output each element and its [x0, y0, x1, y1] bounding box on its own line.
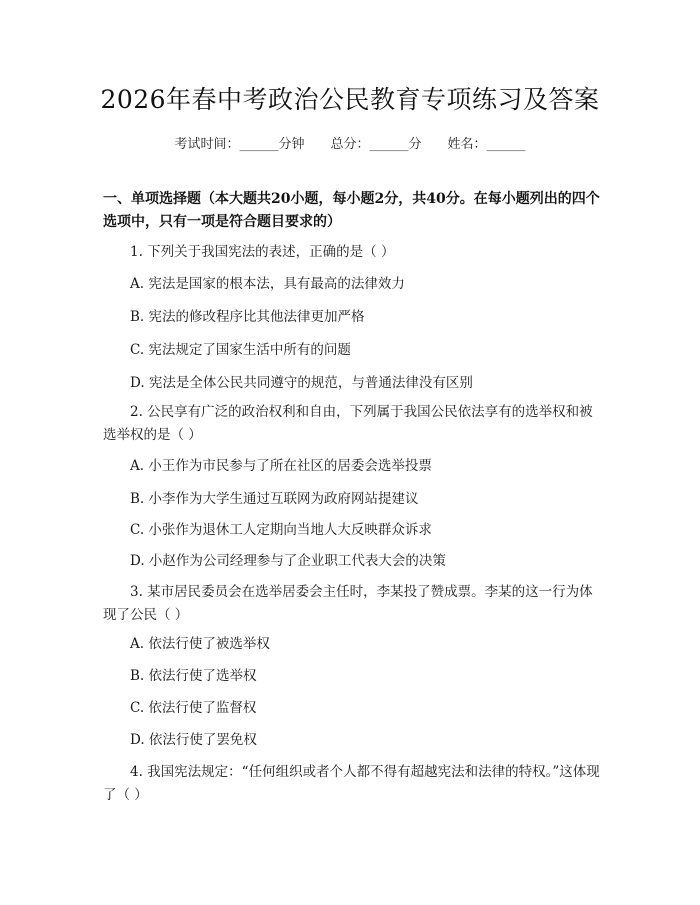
question-1-option-b: B. 宪法的修改程序比其他法律更加严格 [130, 309, 365, 325]
question-4-stem: 4. 我国宪法规定：“任何组织或者个人都不得有超越宪法和法律的特权。”这体现了（ ） [103, 764, 600, 803]
question-2-option-c: C. 小张作为退休工人定期向当地人大反映群众诉求 [130, 522, 432, 538]
question-2-option-b: B. 小李作为大学生通过互联网为政府网站提建议 [130, 491, 419, 507]
question-3-option-b: B. 依法行使了选举权 [130, 668, 257, 684]
question-1-option-a: A. 宪法是国家的根本法，具有最高的法律效力 [130, 276, 405, 292]
question-3-option-a: A. 依法行使了被选举权 [130, 636, 270, 652]
question-2-option-d: D. 小赵作为公司经理参与了企业职工代表大会的决策 [130, 553, 446, 569]
question-1-option-d: D. 宪法是全体公民共同遵守的规范，与普通法律没有区别 [130, 375, 473, 391]
question-2-option-a: A. 小王作为市民参与了所在社区的居委会选举投票 [130, 458, 432, 474]
exam-meta [0, 133, 700, 152]
name-field: 姓名：______ [447, 137, 526, 152]
question-3-option-d: D. 依法行使了罢免权 [130, 732, 257, 748]
section-heading: 一、单项选择题（本大题共20小题，每小题2分，共40分。在每小题列出的四个选项中，只有一项是符合题目要求的） [103, 191, 600, 230]
question-3-stem: 3. 某市居民委员会在选举居委会主任时，李某投了赞成票。李某的这一行为体现了公民（ ） [103, 584, 593, 623]
total-score-field: 总分：______分 [330, 137, 422, 152]
question-1-option-c: C. 宪法规定了国家生活中所有的问题 [130, 342, 351, 358]
exam-time-field: 考试时间：______分钟 [174, 137, 305, 152]
question-2-stem: 2. 公民享有广泛的政治权利和自由，下列属于我国公民依法享有的选举权和被选举权的是（ ） [103, 404, 593, 443]
page-title: 2026年春中考政治公民教育专项练习及答案 [100, 85, 600, 114]
question-3-option-c: C. 依法行使了监督权 [130, 700, 257, 716]
question-1-stem: 1. 下列关于我国宪法的表述，正确的是（ ） [130, 244, 395, 260]
